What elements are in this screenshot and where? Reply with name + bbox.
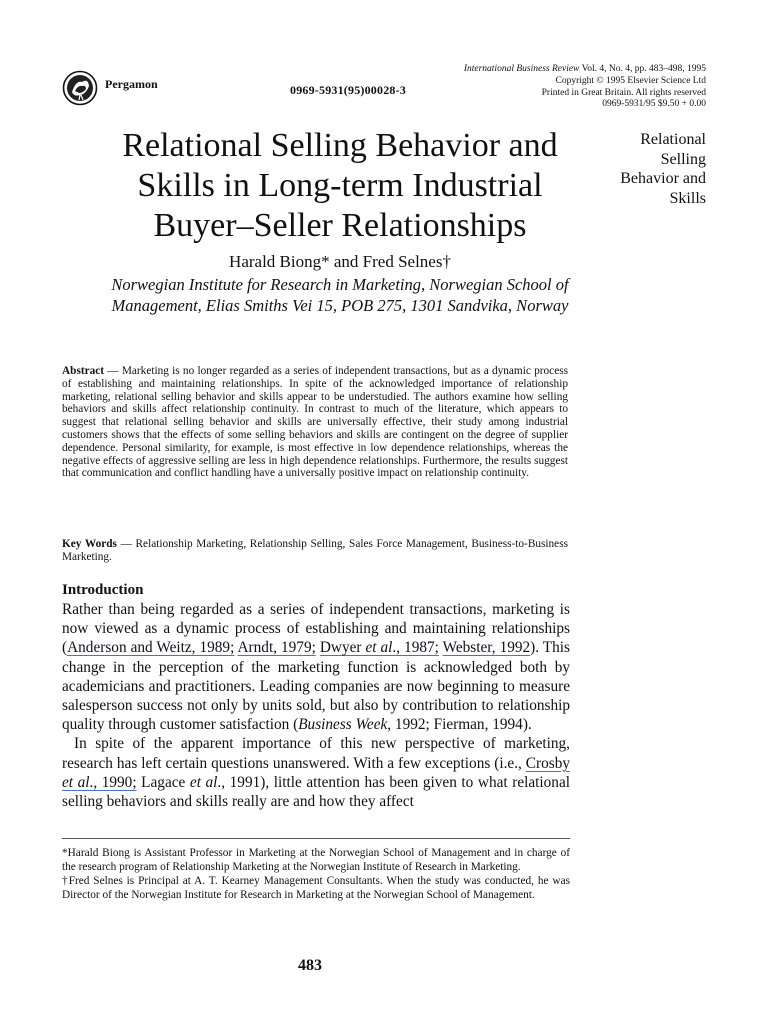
- abstract-text: Marketing is no longer regarded as a series of independent transactions, but as a dynamic process of establishing and maintaining relationships. In spite of the acknowledged importance of relationship marketing, relational selling behavior and skills appear to be understudied. The authors examine how selling behaviors and skills affect relationship continuity. In contrast to much of the literature, which appears to suggest that relational selling behavior and skills are universally effective, their study among industrial customers shows that the effects of some selling behaviors and skills are contingent on the degree of supplier dependence. Personal similarity, for example, is most effective in low dependence relationships, whereas the negative effects of aggressive selling are less in high dependence relationships. Furthermore, the results suggest that communication and conflict handling have a universally positive impact on relationship continuity.: [62, 365, 568, 480]
- journal-volume: Vol. 4, No. 4, pp. 483–498, 1995: [579, 64, 706, 74]
- publisher-name: Pergamon: [105, 77, 158, 91]
- text-run: ., 1987;: [392, 639, 439, 657]
- title-line: Relational Selling Behavior and: [122, 127, 558, 164]
- printed-line: Printed in Great Britain. All rights reserved: [541, 87, 706, 98]
- text-run: Crosby: [525, 754, 570, 772]
- text-run: ., 1991), little attention has been given to what relational selling behaviors and skills really are and how they affect: [62, 773, 570, 811]
- abstract: [62, 365, 568, 480]
- text-run: , 1992; Fierman, 1994).: [387, 716, 532, 734]
- citation-link[interactable]: [320, 639, 439, 656]
- page-number: 483: [298, 957, 322, 974]
- title-line: Buyer–Seller Relationships: [153, 207, 527, 244]
- journal-metadata: [464, 64, 706, 111]
- running-head-line: Relational: [640, 131, 706, 148]
- text-run: et al: [62, 773, 90, 791]
- journal-name: International Business Review: [463, 64, 580, 74]
- footnote: †Fred Selnes is Principal at A. T. Kearney Management Consultants. When the study was conducted, he was Director of the Norwegian Institute for Research in Marketing at the Norwegian School of Management.: [62, 875, 570, 901]
- footnote: *Harald Biong is Assistant Professor in Marketing at the Norwegian School of Management and in charge of the research program of Relationship Marketing at the Norwegian Institute of Research in Marketing.: [62, 847, 570, 873]
- body-text: [62, 600, 570, 811]
- price-code: 0969-5931/95 $9.50 + 0.00: [602, 99, 706, 110]
- citation-link[interactable]: Anderson and Weitz, 1989;: [67, 639, 235, 657]
- text-run: Lagace: [136, 773, 190, 791]
- running-head-line: Skills: [669, 189, 706, 207]
- keywords: [62, 538, 568, 564]
- article-title: [60, 126, 620, 246]
- text-run: ). This change in the perception of the marketing function is acknowledged both by academicians and practitioners. Leading companies are now beginning to measure salesperson success not only by units sold, but also by contribution to relationship quality through customer satisfaction (: [62, 639, 570, 734]
- text-run: et al: [365, 639, 393, 657]
- copyright-line: Copyright © 1995 Elsevier Science Ltd: [555, 75, 706, 86]
- affiliation-line: Norwegian Institute for Research in Marketing, Norwegian School of: [111, 275, 569, 294]
- keywords-label: Key Words: [62, 538, 117, 550]
- citation-link[interactable]: Webster, 1992: [442, 639, 531, 657]
- text-run: et al: [189, 773, 218, 791]
- running-head-line: Selling: [660, 150, 706, 168]
- text-run: Rather than being regarded as a series of independent transactions, marketing is now viewed as a dynamic process of establishing and maintaining relationships (: [62, 601, 570, 657]
- affiliation-line: Management, Elias Smiths Vei 15, POB 275, 1301 Sandvika, Norway: [111, 296, 569, 315]
- footnotes: [62, 846, 570, 902]
- authors: Harald Biong* and Fred Selnes†: [229, 252, 451, 271]
- text-run: Business Week: [298, 716, 388, 734]
- citation-link[interactable]: Arndt, 1979;: [237, 639, 316, 657]
- running-head-line: Behavior and: [620, 170, 706, 187]
- affiliation: [60, 274, 620, 316]
- paragraph: [62, 734, 570, 811]
- keywords-text: Relationship Marketing, Relationship Selling, Sales Force Management, Business-to-Business Marketing.: [62, 538, 568, 563]
- keywords-dash: —: [116, 538, 136, 550]
- issn-doi: 0969-5931(95)00028-3: [290, 83, 406, 97]
- abstract-label: Abstract: [62, 365, 105, 377]
- title-line: Skills in Long-term Industrial: [137, 167, 543, 204]
- text-run: ., 1990;: [89, 773, 137, 791]
- pergamon-logo-icon: [62, 70, 98, 106]
- footnote-divider: [62, 838, 570, 839]
- text-run: Dwyer: [319, 639, 366, 657]
- abstract-dash: —: [104, 365, 122, 377]
- section-heading-introduction: Introduction: [62, 582, 144, 598]
- text-run: In spite of the apparent importance of this new perspective of marketing, research has left certain questions unanswered. With a few exceptions (i.e.,: [62, 735, 570, 772]
- paragraph: [62, 600, 570, 734]
